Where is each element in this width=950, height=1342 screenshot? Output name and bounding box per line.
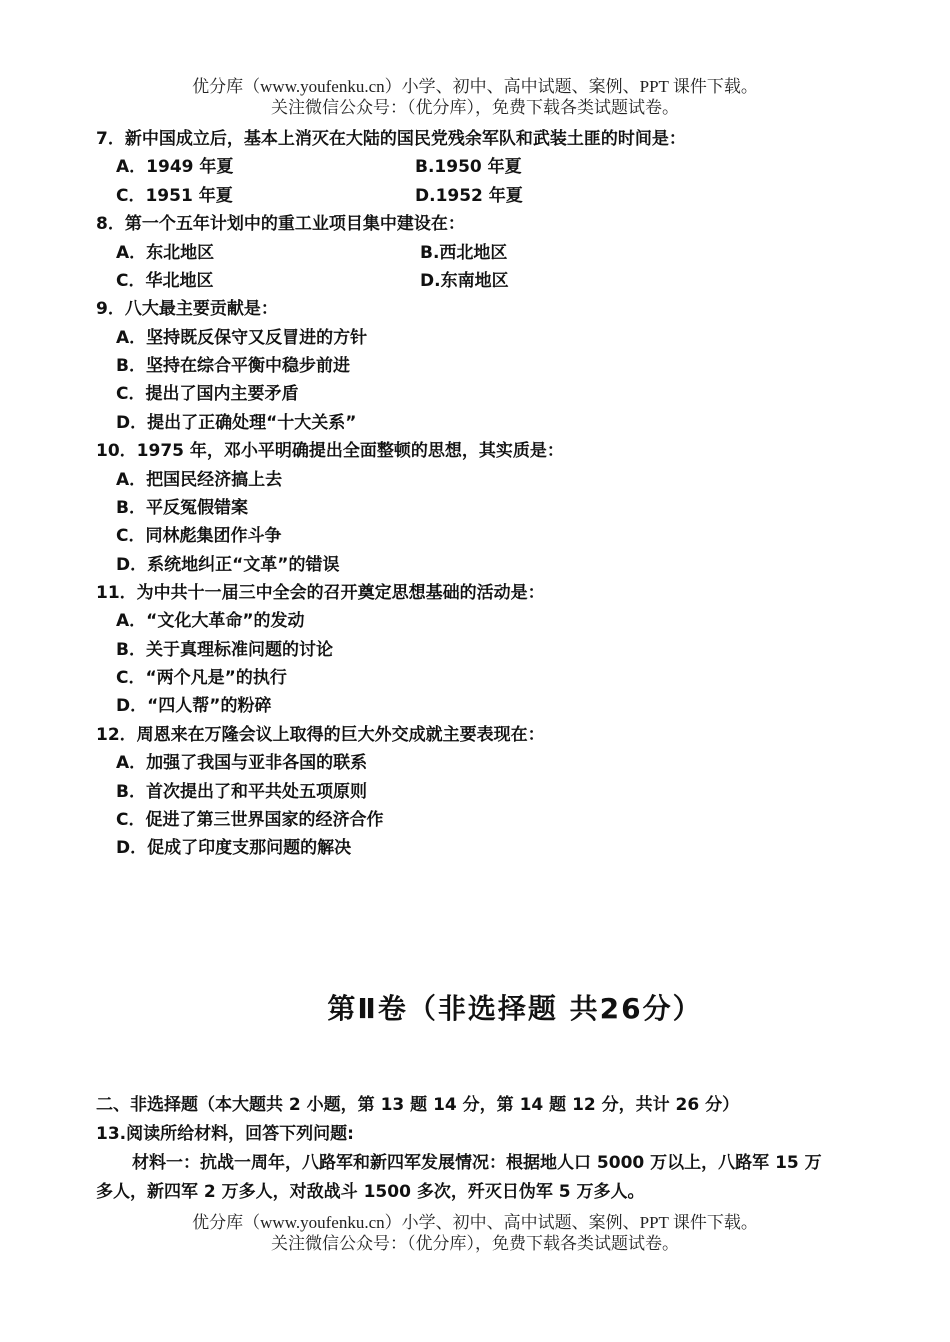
question-8-option-c: C．华北地区 [116,271,214,291]
question-8-option-b: B.西北地区 [420,243,508,263]
footer-line-1: 优分库（www.youfenku.cn）小学、初中、高中试题、案例、PPT 课件下载。 [192,1213,758,1232]
question-10-option-d: D．系统地纠正“文革”的错误 [116,555,340,575]
question-7-option-d: D.1952 年夏 [415,186,523,206]
header-line-1: 优分库（www.youfenku.cn）小学、初中、高中试题、案例、PPT 课件下载。 [192,77,758,96]
section-2-title: 第Ⅱ卷（非选择题 共26分） [327,992,703,1025]
footer-line-2: 关注微信公众号：（优分库），免费下载各类试题试卷。 [271,1234,679,1253]
question-12-option-d: D．促成了印度支那问题的解决 [116,838,352,858]
question-12-option-a: A．加强了我国与亚非各国的联系 [116,753,368,773]
question-7-option-a: A．1949 年夏 [116,157,234,177]
question-8-option-d: D.东南地区 [420,271,509,291]
question-10-option-b: B．平反冤假错案 [116,498,248,518]
question-9-option-a: A．坚持既反保守又反冒进的方针 [116,328,368,348]
question-9-option-c: C．提出了国内主要矛盾 [116,384,299,404]
question-8-stem: 8．第一个五年计划中的重工业项目集中建设在： [96,214,465,234]
question-9-option-d: D．提出了正确处理“十大关系” [116,413,357,433]
material-1-line-1: 材料一：抗战一周年，八路军和新四军发展情况：根据地人口 5000 万以上，八路军 15 万 [132,1153,822,1173]
question-12-option-b: B．首次提出了和平共处五项原则 [116,782,367,802]
question-7-option-c: C．1951 年夏 [116,186,233,206]
question-7-stem: 7．新中国成立后，基本上消灭在大陆的国民党残余军队和武装土匪的时间是： [96,129,686,149]
question-12-stem: 12．周恩来在万隆会议上取得的巨大外交成就主要表现在： [96,725,545,745]
question-11-option-a: A．“文化大革命”的发动 [116,611,305,631]
question-7-option-b: B.1950 年夏 [415,157,522,177]
header-line-2: 关注微信公众号：（优分库），免费下载各类试题试卷。 [271,98,679,117]
material-1-line-2: 多人，新四军 2 万多人，对敌战斗 1500 多次，歼灭日伪军 5 万多人。 [96,1182,645,1202]
question-10-option-a: A．把国民经济搞上去 [116,470,283,490]
question-11-option-c: C．“两个凡是”的执行 [116,668,287,688]
question-9-stem: 9．八大最主要贡献是： [96,299,278,319]
question-8-option-a: A．东北地区 [116,243,215,263]
question-11-option-d: D．“四人帮”的粉碎 [116,696,272,716]
question-12-option-c: C．促进了第三世界国家的经济合作 [116,810,384,830]
question-13-stem: 13.阅读所给材料，回答下列问题: [96,1124,354,1144]
question-9-option-b: B．坚持在综合平衡中稳步前进 [116,356,350,376]
question-10-option-c: C．同林彪集团作斗争 [116,526,282,546]
section-2-intro: 二、非选择题（本大题共 2 小题，第 13 题 14 分，第 14 题 12 分，共计 26 分） [96,1095,740,1115]
question-11-stem: 11．为中共十一届三中全会的召开奠定思想基础的活动是： [96,583,545,603]
question-10-stem: 10．1975 年，邓小平明确提出全面整顿的思想，其实质是： [96,441,564,461]
question-11-option-b: B．关于真理标准问题的讨论 [116,640,333,660]
